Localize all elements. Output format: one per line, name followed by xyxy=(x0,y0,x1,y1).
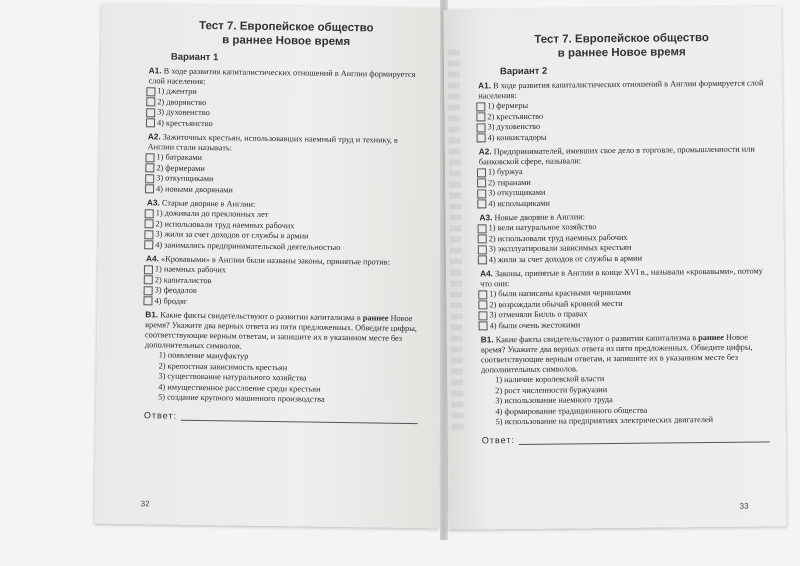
list-item: 1) наличие королевской власти xyxy=(495,374,605,385)
left-page-title xyxy=(149,18,423,50)
checkbox[interactable] xyxy=(146,87,155,96)
answer-option[interactable]: 2) капиталистов xyxy=(144,275,420,289)
answer-line[interactable] xyxy=(519,432,770,445)
question-text: «Кровавыми» в Англии были названы законы, принятые против: xyxy=(161,254,390,267)
answer-option[interactable]: 3) отменяли Билль о правах xyxy=(478,307,768,321)
list-item: 4) формирование традиционного общества xyxy=(495,405,648,416)
answer-label: Ответ: xyxy=(481,434,515,445)
checkbox[interactable] xyxy=(476,113,485,122)
question-number: А3. xyxy=(479,212,493,223)
answer-field[interactable] xyxy=(482,432,770,445)
question-emphasis: раннее xyxy=(362,313,389,323)
answer-option[interactable]: 4) жили за счет доходов от службы в армии xyxy=(478,252,768,266)
right-question-a4 xyxy=(480,265,768,289)
checkbox[interactable] xyxy=(146,108,155,117)
checkbox[interactable] xyxy=(144,230,153,239)
checkbox[interactable] xyxy=(144,275,153,284)
checkbox[interactable] xyxy=(478,311,487,320)
checkbox[interactable] xyxy=(478,256,487,265)
checkbox[interactable] xyxy=(145,174,154,183)
answer-option[interactable]: 3) откупщиками xyxy=(477,185,767,199)
checkbox[interactable] xyxy=(478,301,487,310)
checkbox[interactable] xyxy=(146,119,155,128)
checkbox[interactable] xyxy=(145,153,154,162)
page-number: 32 xyxy=(140,499,150,509)
question-text: Предпринимателей, имевших свое дело в торговле, промышленности или банковской сфере, называли: xyxy=(478,144,755,167)
answer-option[interactable]: 3) жили за счет доходов от службы в армии xyxy=(144,229,420,243)
question-number: А4. xyxy=(146,253,160,264)
question-text: Новые дворяне в Англии: xyxy=(494,212,586,223)
right-question-a2 xyxy=(479,143,767,167)
answer-option[interactable]: 3) феодалов xyxy=(144,285,420,299)
right-question-b1 xyxy=(481,331,769,375)
checkbox[interactable] xyxy=(477,200,486,209)
right-page-title xyxy=(478,30,766,61)
answer-option[interactable]: 4) крестьянство xyxy=(146,118,422,132)
question-text: Какие факты свидетельствуют о развитии капитализма в xyxy=(160,310,361,323)
answer-line[interactable] xyxy=(181,410,418,423)
checkbox[interactable] xyxy=(478,290,487,299)
answer-option[interactable]: 3) духовенство xyxy=(476,119,766,133)
question-text: Какие факты свидетельствуют о развитии капитализма в xyxy=(495,333,697,345)
question-number: В1. xyxy=(480,334,494,345)
checkbox[interactable] xyxy=(477,168,486,177)
answer-option[interactable]: 1) джентри xyxy=(146,86,422,100)
list-item: 5) создание крупного машинного производства xyxy=(158,392,325,404)
list-item: 3) использование наемного труда xyxy=(495,395,613,406)
answer-label: Ответ: xyxy=(143,409,178,421)
list-item: 3) существование натурального хозяйства xyxy=(158,371,307,383)
answer-option[interactable]: 2) крестьянство xyxy=(476,109,766,123)
right-title-line2: в раннее Новое время xyxy=(557,46,686,60)
question-text: Новое время? Укажите два верных ответа из пяти предложенных. Обведите цифры, соответствующие верным ответам, и запишите их в указанном месте без дополнительных символов. xyxy=(480,332,753,375)
answer-option[interactable]: 1) наемных рабочих xyxy=(144,264,420,278)
checkbox[interactable] xyxy=(145,219,154,228)
answer-option[interactable]: 2) дворянство xyxy=(146,97,422,111)
question-text: Старые дворяне в Англии: xyxy=(161,198,256,209)
answer-option[interactable]: 1) буржуа xyxy=(477,164,767,178)
answer-option[interactable]: 1) доживали до преклонных лет xyxy=(145,208,421,222)
question-text: Зажиточных крестьян, использовавших наемный труд и технику, в Англии стали называть: xyxy=(147,132,398,153)
checkbox[interactable] xyxy=(477,179,486,188)
question-emphasis: раннее xyxy=(698,332,724,343)
checkbox[interactable] xyxy=(146,98,155,107)
answer-option[interactable]: 2) фермерами xyxy=(145,163,421,177)
checkbox[interactable] xyxy=(144,265,153,274)
question-number: В1. xyxy=(145,309,159,320)
question-text: Законы, принятые в Англии в конце XVI в., называли «кровавыми», потому что они: xyxy=(480,266,763,289)
left-title-line1: Тест 7. Европейское общество xyxy=(198,19,374,35)
answer-option[interactable]: 1) фермеры xyxy=(476,98,766,112)
checkbox[interactable] xyxy=(143,296,152,305)
checkbox[interactable] xyxy=(477,134,486,143)
answer-option[interactable]: 1) батраками xyxy=(145,152,421,166)
question-number: А1. xyxy=(478,80,492,91)
answer-option[interactable]: 2) тиранами xyxy=(477,175,767,189)
right-variant-label: Вариант 2 xyxy=(499,65,548,78)
answer-option[interactable]: 4) занимались предпринимательской деятельностью xyxy=(144,240,420,254)
list-item: 5) использование на предприятиях электрических двигателей xyxy=(495,414,714,427)
left-title-line2: в раннее Новое время xyxy=(222,34,351,49)
question-number: А2. xyxy=(147,131,161,142)
answer-option[interactable]: 2) использовали труд наемных рабочих xyxy=(478,231,768,245)
left-question-b1 xyxy=(145,309,420,354)
question-text: В ходе развития капиталистических отношений в Англии формируется слой населения: xyxy=(478,78,764,101)
right-page xyxy=(443,6,786,530)
checkbox[interactable] xyxy=(145,184,154,193)
right-question-a1 xyxy=(478,77,766,101)
question-text: Новое время? Укажите два верных ответа из пяти предложенных. Обведите цифры, соответствующие верным ответам, и запишите их в указанном месте без дополнительных символов. xyxy=(144,313,417,351)
answer-option[interactable]: 4) испольщиками xyxy=(477,196,767,210)
checkbox[interactable] xyxy=(477,189,486,198)
question-text: В ходе развития капиталистических отношений в Англии формируется слой населения: xyxy=(148,66,416,87)
answer-option[interactable]: 1) были написаны красными чернилами xyxy=(478,286,768,300)
list-item: 4) имущественное расслоение среди крестьян xyxy=(158,381,321,394)
question-number: А2. xyxy=(478,146,492,157)
answer-field[interactable] xyxy=(144,410,418,424)
checkbox[interactable] xyxy=(144,240,153,249)
checkbox[interactable] xyxy=(145,164,154,173)
question-number: А3. xyxy=(146,197,160,208)
question-number: А1. xyxy=(148,65,162,76)
checkbox[interactable] xyxy=(478,235,487,244)
list-item: 2) крепостная зависимость крестьян xyxy=(158,360,288,372)
checkbox[interactable] xyxy=(476,123,485,132)
list-item: 1) появление мануфактур xyxy=(158,350,249,361)
answer-option[interactable]: 2) использовали труд наемных рабочих xyxy=(145,219,421,233)
answer-option[interactable]: 1) вели натуральное хозяйство xyxy=(478,220,768,234)
answer-option[interactable]: 4) конкистадоры xyxy=(477,130,767,144)
answer-option[interactable]: 4) были очень жестокими xyxy=(479,318,769,332)
answer-option[interactable]: 4) бродяг xyxy=(143,296,419,310)
answer-option[interactable]: 2) возрождали обычай кровной мести xyxy=(478,297,768,311)
checkbox[interactable] xyxy=(145,209,154,218)
checkbox[interactable] xyxy=(476,102,485,111)
left-variant-label: Вариант 1 xyxy=(170,51,219,64)
list-item: 2) рост численности буржуазии xyxy=(495,384,608,395)
checkbox[interactable] xyxy=(144,286,153,295)
left-page xyxy=(94,4,445,529)
page-number: 33 xyxy=(739,501,749,511)
answer-option[interactable]: 4) новыми дворянами xyxy=(145,184,421,198)
checkbox[interactable] xyxy=(479,322,488,331)
answer-option[interactable]: 3) духовенство xyxy=(146,107,422,121)
checkbox[interactable] xyxy=(478,224,487,233)
checkbox[interactable] xyxy=(478,245,487,254)
answer-option[interactable]: 3) откупщиками xyxy=(145,173,421,187)
right-title-line1: Тест 7. Европейское общество xyxy=(534,32,709,46)
question-number: А4. xyxy=(479,268,494,279)
answer-option[interactable]: 3) эксплуатировали зависимых крестьян xyxy=(478,241,768,255)
